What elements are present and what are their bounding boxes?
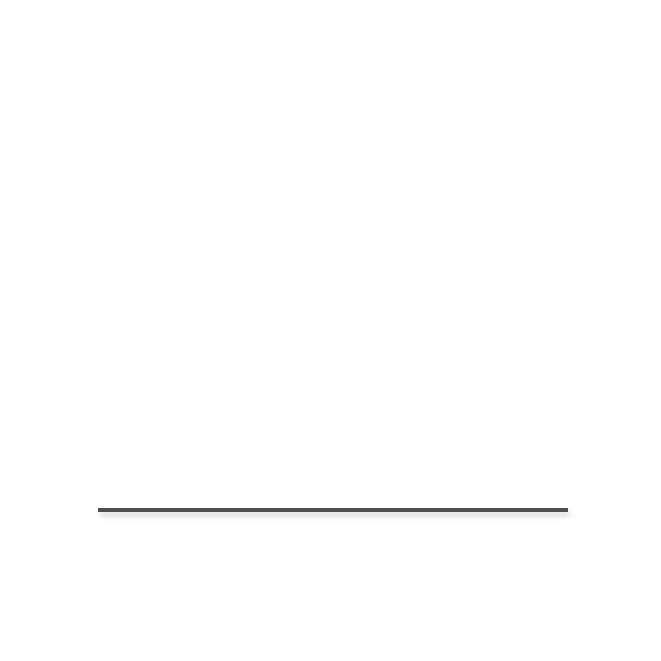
multiplier-table [98,508,568,512]
